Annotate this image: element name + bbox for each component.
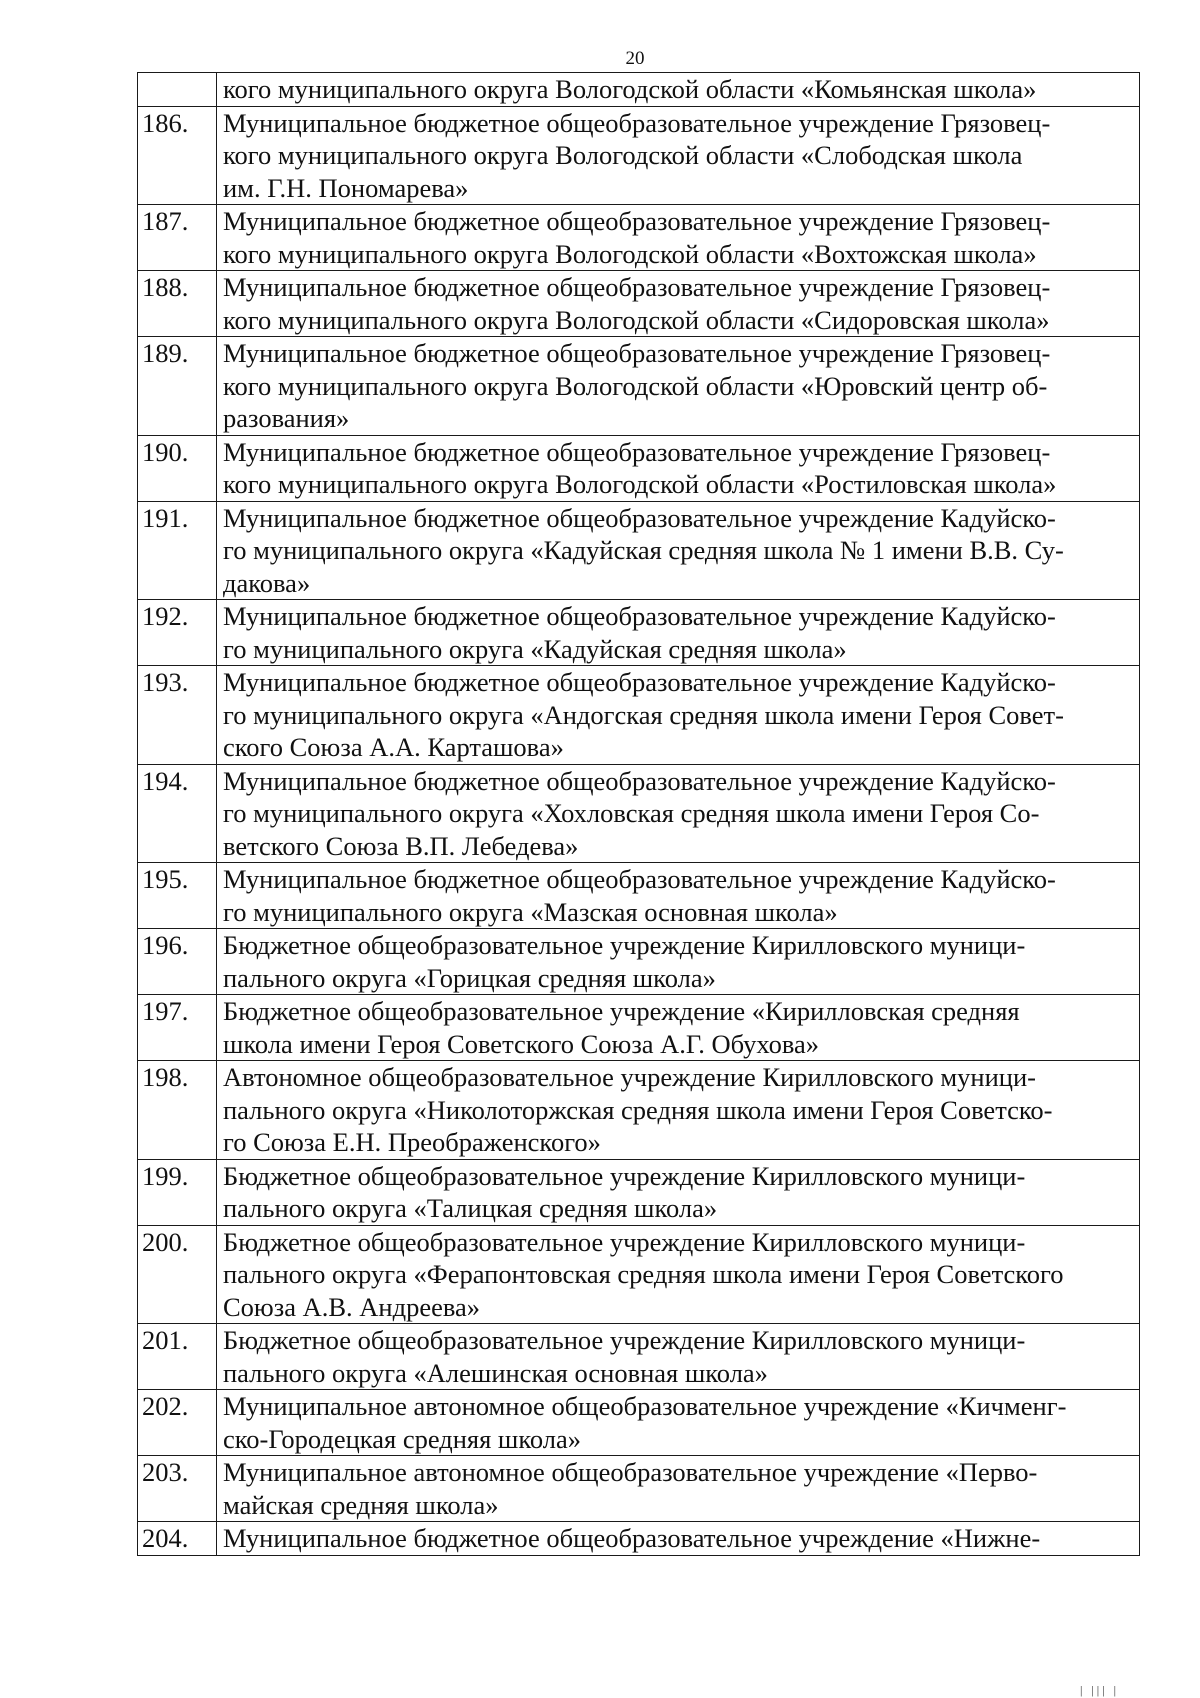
institution-name xyxy=(217,1225,1140,1324)
text-line: Муниципальное бюджетное общеобразовательное учреждение Грязовец- xyxy=(223,272,1051,302)
text-line: ско-Городецкая средняя школа» xyxy=(223,1423,581,1454)
text-line: пального округа «Алешинская основная школа» xyxy=(223,1357,768,1388)
institution-name xyxy=(217,106,1140,205)
row-number: 198. xyxy=(138,1061,217,1160)
text-line: майская средняя школа» xyxy=(223,1489,499,1520)
text-line: пального округа «Талицкая средняя школа» xyxy=(223,1193,718,1223)
table-row xyxy=(138,106,1140,205)
text-line: школа имени Героя Советского Союза А.Г. Обухова» xyxy=(223,1028,820,1059)
institution-name xyxy=(217,205,1140,271)
text-line: Бюджетное общеобразовательное учреждение Кирилловского муници- xyxy=(223,930,1026,960)
text-line: Бюджетное общеобразовательное учреждение Кирилловского муници- xyxy=(223,1160,1026,1191)
scan-edge-marks: | ||| | xyxy=(1080,1683,1120,1697)
text-line: го муниципального округа «Хохловская средняя школа имени Героя Со- xyxy=(223,798,1040,828)
institution-name xyxy=(217,435,1140,501)
text-line: кого муниципального округа Вологодской области «Слободская школа xyxy=(223,140,1023,170)
table-row xyxy=(138,501,1140,600)
text-line: Автономное общеобразовательное учреждение Кирилловского муници- xyxy=(223,1062,1036,1092)
table-row xyxy=(138,1324,1140,1390)
text-line: Муниципальное бюджетное общеобразовательное учреждение Кадуйско- xyxy=(223,601,1056,631)
row-number: 190. xyxy=(138,435,217,501)
text-line: пального округа «Николоторжская средняя школа имени Героя Советско- xyxy=(223,1094,1053,1125)
text-line: Муниципальное бюджетное общеобразовательное учреждение Кадуйско- xyxy=(223,667,1056,697)
row-number: 202. xyxy=(138,1390,217,1456)
table-row xyxy=(138,764,1140,863)
text-line: Бюджетное общеобразовательное учреждение Кирилловского муници- xyxy=(223,1325,1026,1355)
institution-name xyxy=(217,1456,1140,1522)
text-line: дакова» xyxy=(223,567,311,598)
text-line: ского Союза А.А. Карташова» xyxy=(223,732,564,762)
text-line: кого муниципального округа Вологодской области «Комьянская школа» xyxy=(223,74,1037,104)
table-row xyxy=(138,863,1140,929)
table-row xyxy=(138,435,1140,501)
page-number: 20 xyxy=(625,48,645,69)
row-number: 201. xyxy=(138,1324,217,1390)
row-number: 204. xyxy=(138,1522,217,1556)
table-row xyxy=(138,205,1140,271)
text-line: го муниципального округа «Андогская средняя школа имени Героя Совет- xyxy=(223,699,1064,730)
table-row xyxy=(138,1456,1140,1522)
text-line: Муниципальное бюджетное общеобразовательное учреждение Грязовец- xyxy=(223,338,1051,368)
institution-name xyxy=(217,1522,1140,1556)
table-row xyxy=(138,1522,1140,1556)
row-number: 195. xyxy=(138,863,217,929)
table-row xyxy=(138,1390,1140,1456)
institution-name xyxy=(217,1390,1140,1456)
row-number: 189. xyxy=(138,337,217,436)
row-number: 200. xyxy=(138,1225,217,1324)
institution-name xyxy=(217,1324,1140,1390)
text-line: Бюджетное общеобразовательное учреждение «Кирилловская средняя xyxy=(223,996,1020,1026)
table-row xyxy=(138,666,1140,765)
table-row xyxy=(138,929,1140,995)
institution-name xyxy=(217,271,1140,337)
institution-name xyxy=(217,764,1140,863)
institution-name xyxy=(217,929,1140,995)
text-line: Муниципальное автономное общеобразовательное учреждение «Перво- xyxy=(223,1457,1038,1487)
row-number: 187. xyxy=(138,205,217,271)
table-row xyxy=(138,1225,1140,1324)
row-number: 186. xyxy=(138,106,217,205)
row-number: 192. xyxy=(138,600,217,666)
text-line: Муниципальное автономное общеобразовательное учреждение «Кичменг- xyxy=(223,1391,1067,1421)
institution-name xyxy=(217,600,1140,666)
text-line: Муниципальное бюджетное общеобразовательное учреждение Кадуйско- xyxy=(223,502,1056,533)
row-number: 194. xyxy=(138,764,217,863)
text-line: Бюджетное общеобразовательное учреждение Кирилловского муници- xyxy=(223,1226,1026,1257)
table-row xyxy=(138,271,1140,337)
institution-name xyxy=(217,1159,1140,1225)
institutions-table xyxy=(137,72,1140,1556)
text-line: им. Г.Н. Пономарева» xyxy=(223,172,469,203)
institution-name xyxy=(217,863,1140,929)
text-line: Муниципальное бюджетное общеобразовательное учреждение Грязовец- xyxy=(223,206,1051,236)
text-line: пального округа «Горицкая средняя школа» xyxy=(223,962,716,993)
text-line: кого муниципального округа Вологодской области «Вохтожская школа» xyxy=(223,238,1037,269)
text-line: Муниципальное бюджетное общеобразовательное учреждение Грязовец- xyxy=(223,107,1051,138)
institution-name xyxy=(217,995,1140,1061)
text-line: пального округа «Ферапонтовская средняя школа имени Героя Советского xyxy=(223,1259,1064,1289)
row-number xyxy=(138,73,217,107)
text-line: го муниципального округа «Кадуйская средняя школа № 1 имени В.В. Су- xyxy=(223,535,1064,565)
text-line: кого муниципального округа Вологодской области «Юровский центр об- xyxy=(223,370,1048,401)
row-number: 203. xyxy=(138,1456,217,1522)
text-line: Муниципальное бюджетное общеобразовательное учреждение Кадуйско- xyxy=(223,765,1056,796)
text-line: Муниципальное бюджетное общеобразовательное учреждение Кадуйско- xyxy=(223,864,1056,894)
row-number: 196. xyxy=(138,929,217,995)
row-number: 191. xyxy=(138,501,217,600)
table-body xyxy=(138,73,1140,1556)
table-row xyxy=(138,995,1140,1061)
row-number: 193. xyxy=(138,666,217,765)
text-line: го муниципального округа «Кадуйская средняя школа» xyxy=(223,633,847,664)
table-row xyxy=(138,1061,1140,1160)
table-row xyxy=(138,73,1140,107)
institution-name xyxy=(217,1061,1140,1160)
text-line: кого муниципального округа Вологодской области «Сидоровская школа» xyxy=(223,304,1050,335)
text-line: Муниципальное бюджетное общеобразовательное учреждение «Нижне- xyxy=(223,1523,1041,1553)
text-line: разования» xyxy=(223,403,350,433)
institution-name xyxy=(217,73,1140,107)
institution-name xyxy=(217,337,1140,436)
table-row xyxy=(138,1159,1140,1225)
table-row xyxy=(138,600,1140,666)
text-line: кого муниципального округа Вологодской области «Ростиловская школа» xyxy=(223,469,1057,499)
institution-name xyxy=(217,501,1140,600)
institution-name xyxy=(217,666,1140,765)
text-line: Союза А.В. Андреева» xyxy=(223,1291,481,1322)
text-line: го муниципального округа «Мазская основная школа» xyxy=(223,896,838,927)
text-line: ветского Союза В.П. Лебедева» xyxy=(223,830,579,861)
table-row xyxy=(138,337,1140,436)
row-number: 188. xyxy=(138,271,217,337)
row-number: 197. xyxy=(138,995,217,1061)
text-line: го Союза Е.Н. Преображенского» xyxy=(223,1127,601,1157)
row-number: 199. xyxy=(138,1159,217,1225)
text-line: Муниципальное бюджетное общеобразовательное учреждение Грязовец- xyxy=(223,436,1051,467)
